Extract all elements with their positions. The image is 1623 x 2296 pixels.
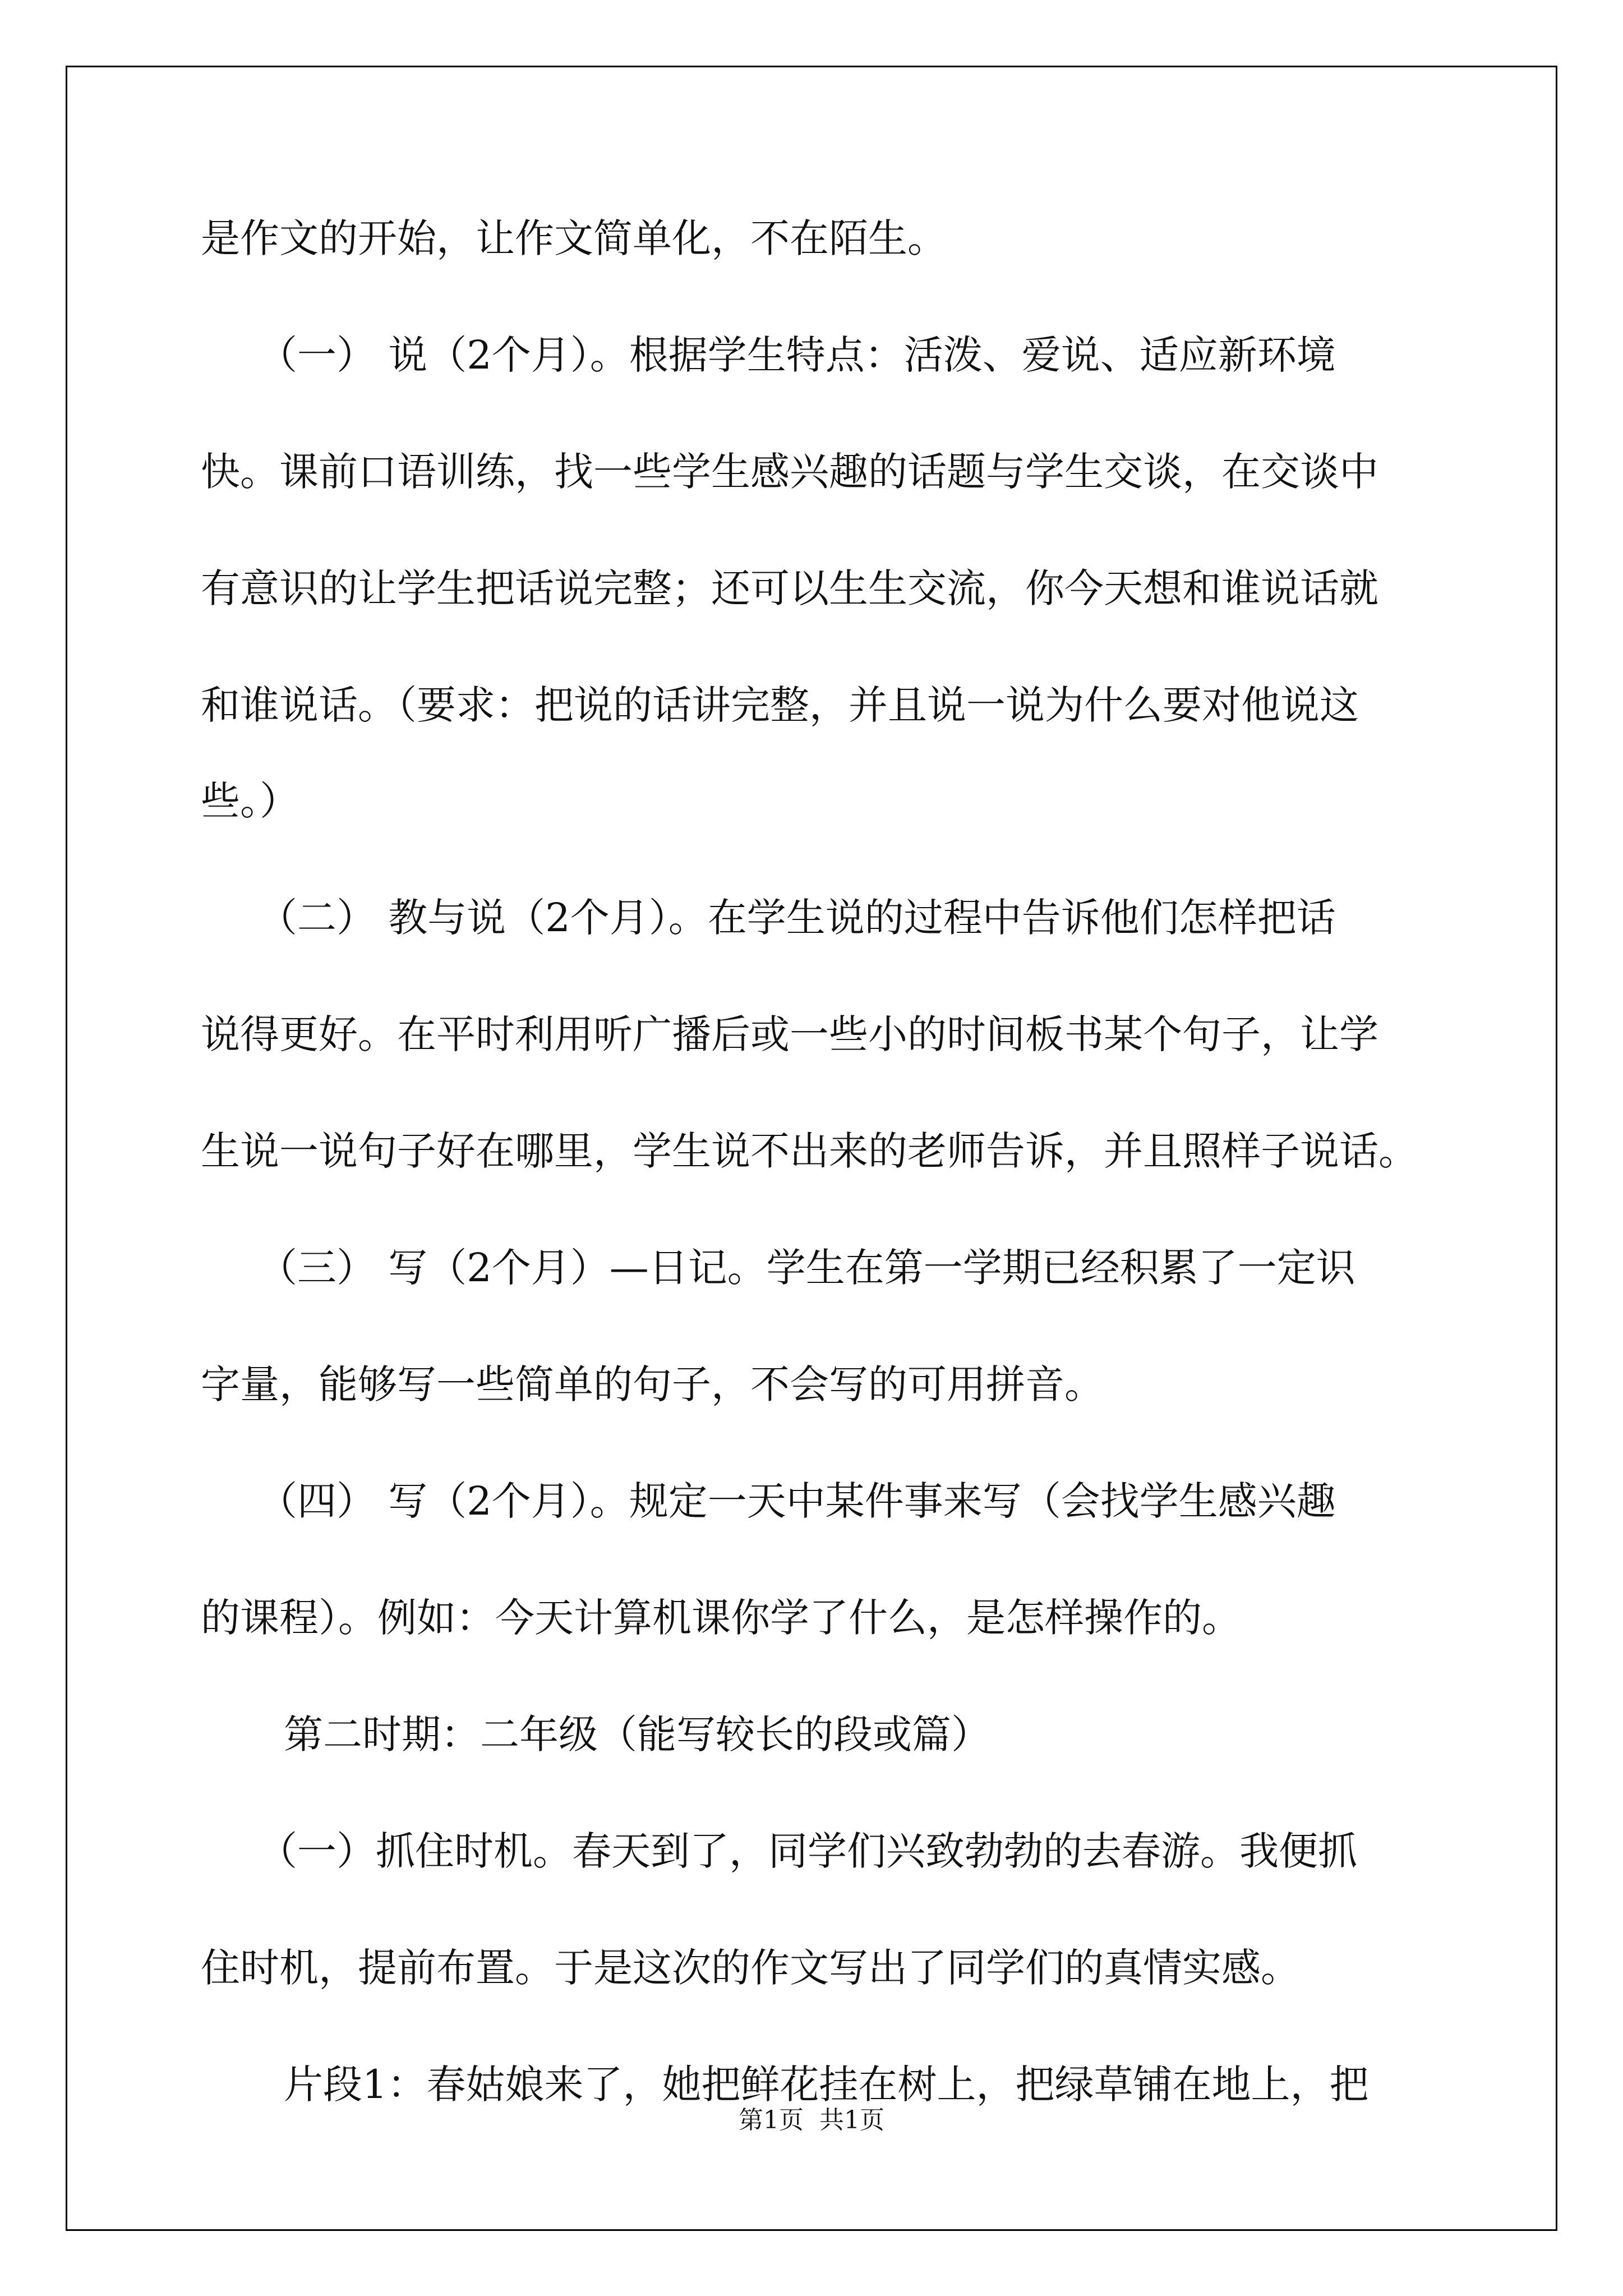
text-line: 住时机，提前布置。于是这次的作文写出了同学们的真情实感。 (201, 1945, 1300, 1991)
text-line: 的课程）。例如：今天计算机课你学了什么，是怎样操作的。 (201, 1595, 1241, 1641)
text-line: 和谁说话。（要求：把说的话讲完整，并且说一说为什么要对他说这 (201, 682, 1359, 728)
text-line: 第二时期：二年级（能写较长的段或篇） (284, 1711, 990, 1757)
text-line: （一）抓住时机。春天到了，同学们兴致勃勃的去春游。我便抓 (258, 1828, 1357, 1874)
text-line: 快。课前口语训练，找一些学生感兴趣的话题与学生交谈，在交谈中 (201, 449, 1378, 495)
text-line: （二） 教与说（2个月）。在学生说的过程中告诉他们怎样把话 (258, 895, 1336, 941)
text-line: 说得更好。在平时利用听广播后或一些小的时间板书某个句子，让学 (201, 1011, 1378, 1057)
text-line: 片段1：春姑娘来了，她把鲜花挂在树上，把绿草铺在地上，把 (284, 2062, 1369, 2108)
page-footer: 第1页 共1页 (739, 2106, 884, 2134)
text-line: 字量，能够写一些简单的句子，不会写的可用拼音。 (201, 1361, 1104, 1407)
text-line: 有意识的让学生把话说完整；还可以生生交流，你今天想和谁说话就 (201, 565, 1378, 611)
text-line: 些。） (201, 778, 299, 824)
text-line: 是作文的开始，让作文简单化，不在陌生。 (201, 215, 947, 261)
text-line: （三） 写（2个月）—日记。学生在第一学期已经积累了一定识 (258, 1245, 1355, 1291)
text-line: （四） 写（2个月）。规定一天中某件事来写（会找学生感兴趣 (258, 1478, 1336, 1524)
text-line: （一） 说（2个月）。根据学生特点：活泼、爱说、适应新环境 (258, 332, 1336, 378)
text-line: 生说一说句子好在哪里，学生说不出来的老师告诉，并且照样子说话。 (201, 1128, 1418, 1174)
